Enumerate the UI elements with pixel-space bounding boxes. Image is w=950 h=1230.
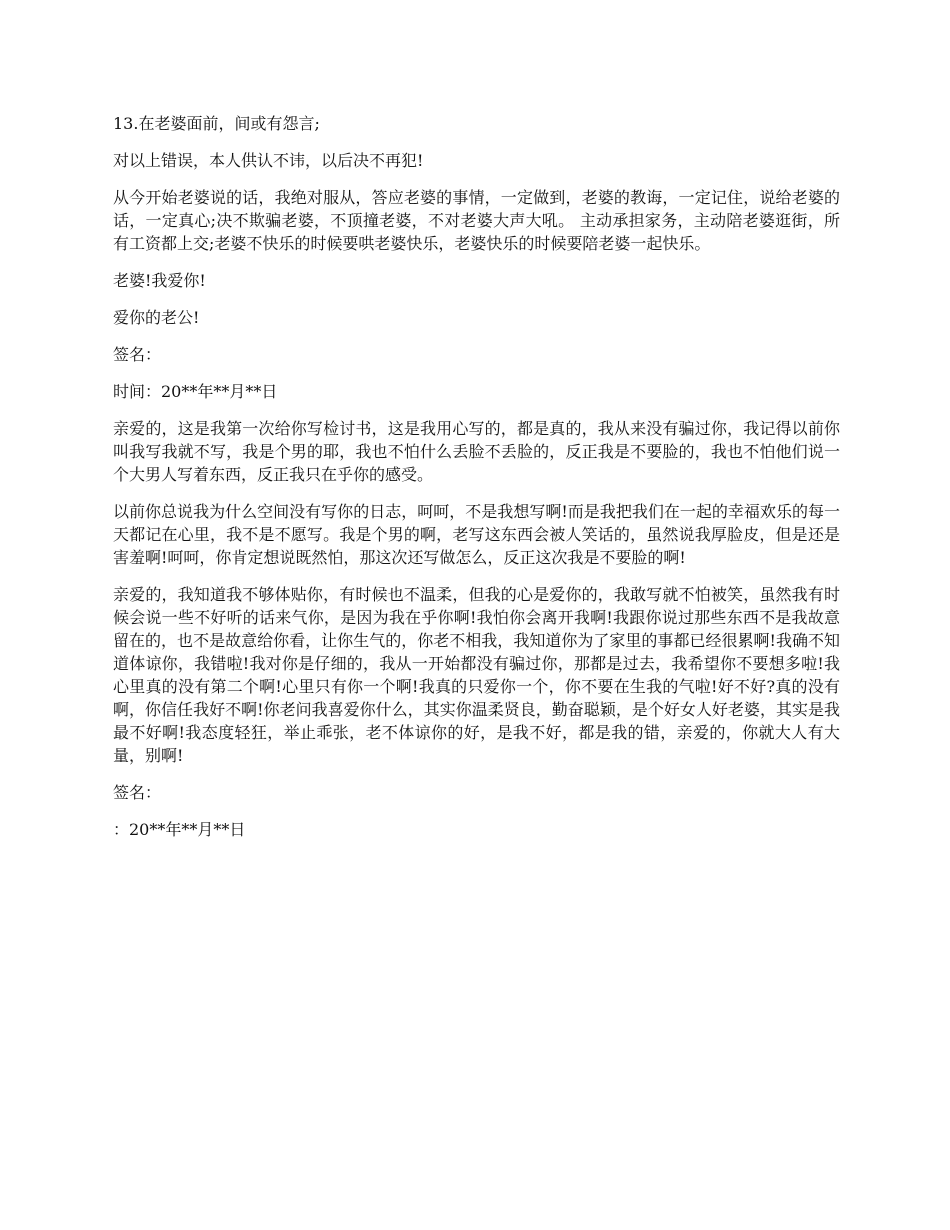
date-line-1: 时间：20**年**月**日 (113, 382, 278, 401)
paragraph-closing: 爱你的老公! (113, 308, 200, 327)
paragraph-item-13: 13.在老婆面前，间或有怨言; (113, 114, 320, 133)
signature-line-2: 签名： (113, 783, 162, 802)
paragraph-diary: 以前你总说我为什么空间没有写你的日志，呵呵，不是我想写啊!而是我把我们在一起的幸福欢乐的每一天都记在心里，我不是不愿写。我是个男的啊，老写这东西会被人笑话的，虽然说我厚脸皮，但是还是害羞啊!呵呵，你肯定想说既然怕，那这次还写做怎么，反正这次我是不要脸的啊! (113, 502, 840, 567)
paragraph-letter-intro: 亲爱的，这是我第一次给你写检讨书，这是我用心写的，都是真的，我从来没有骗过你，我记得以前你叫我写我就不写，我是个男的耶，我也不怕什么丢脸不丢脸的，反正我是不要脸的，我也不怕他们说一个大男人写着东西，反正我只在乎你的感受。 (113, 419, 840, 484)
paragraph-apology: 亲爱的，我知道我不够体贴你，有时候也不温柔，但我的心是爱你的，我敢写就不怕被笑，虽然我有时候会说一些不好听的话来气你，是因为我在乎你啊!我怕你会离开我啊!我跟你说过那些东西不是我故意留在的，也不是故意给你看，让你生气的，你老不相我，我知道你为了家里的事都已经很累啊!我确不知道体谅你，我错啦!我对你是仔细的，我从一开始都没有骗过你，那都是过去，我希望你不要想多啦!我心里真的没有第二个啊!心里只有你一个啊!我真的只爱你一个，你不要在生我的气啦!好不好?真的没有啊，你信任我好不啊!你老问我喜爱你什么，其实你温柔贤良，勤奋聪颖，是个好女人好老婆，其实是我最不好啊!我态度轻狂，举止乖张，老不体谅你的好，是我不好，都是我的错，亲爱的，你就大人有大量，别啊! (113, 585, 840, 765)
paragraph-promise: 从今开始老婆说的话，我绝对服从，答应老婆的事情，一定做到，老婆的教诲，一定记住，说给老婆的话，一定真心;决不欺骗老婆，不顶撞老婆，不对老婆大声大吼。 主动承担家务，主动陪老婆逛街，所有工资都上交;老婆不快乐的时候要哄老婆快乐，老婆快乐的时候要陪老婆一起快乐。 (113, 188, 840, 253)
paragraph-love: 老婆!我爱你! (113, 271, 206, 290)
paragraph-admission: 对以上错误，本人供认不讳，以后决不再犯! (113, 151, 424, 170)
signature-line-1: 签名： (113, 345, 162, 364)
date-line-2: ：20**年**月**日 (113, 820, 246, 839)
